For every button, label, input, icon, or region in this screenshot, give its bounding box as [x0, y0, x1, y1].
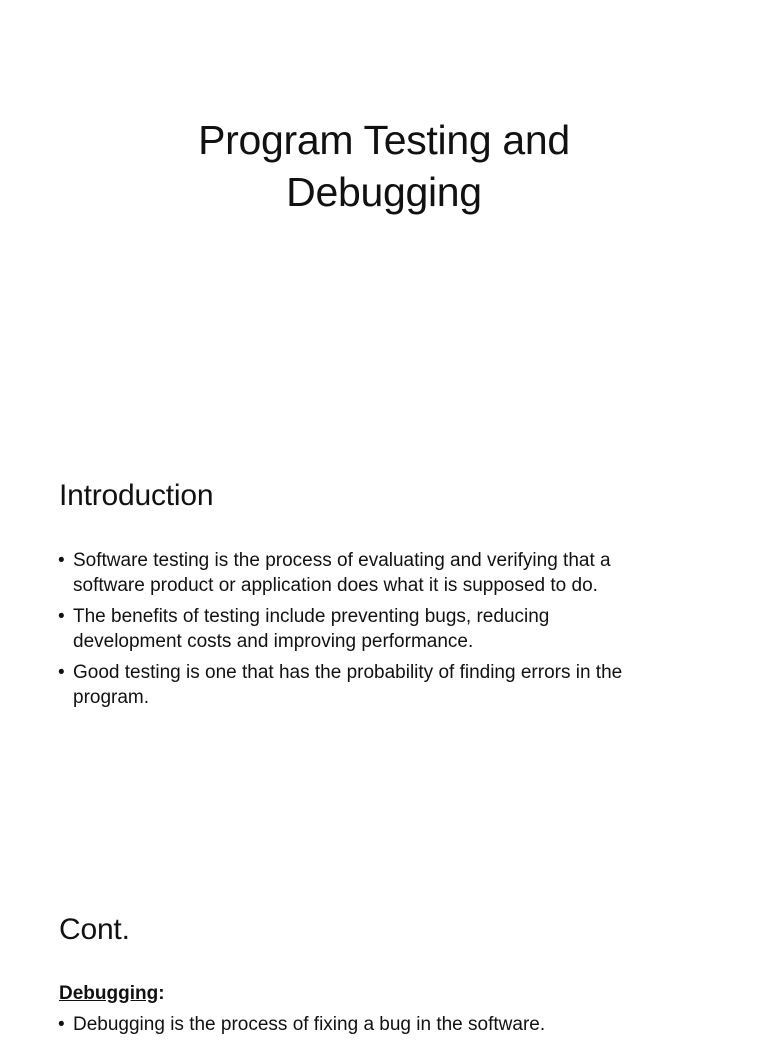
slide-heading: Cont.: [59, 913, 130, 946]
slide-heading: Introduction: [59, 479, 214, 512]
bullet-line: program.: [73, 687, 150, 708]
presentation-title: [0, 114, 768, 218]
title-line-1: Program Testing and: [198, 117, 570, 163]
bullet-item: [56, 604, 716, 654]
debugging-slide: [0, 864, 768, 1035]
bullet-line: development costs and improving performance.: [73, 631, 474, 652]
title-line-2: Debugging: [286, 169, 482, 215]
bullet-item: [56, 660, 716, 710]
bullet-line: Debugging is the process of fixing a bug in the software.: [73, 1014, 546, 1035]
bullet-line: The benefits of testing include preventing bugs, reducing: [73, 606, 550, 627]
bullet-icon: •: [58, 662, 65, 683]
bullet-icon: •: [58, 550, 65, 571]
bullet-item: [56, 548, 716, 598]
title-slide: [0, 0, 768, 432]
sub-heading-colon: :: [158, 983, 165, 1004]
bullet-line: Good testing is one that has the probability of finding errors in the: [73, 662, 623, 683]
bullet-line: Software testing is the process of evaluating and verifying that a: [73, 550, 611, 571]
sub-heading-text: Debugging: [59, 983, 159, 1004]
bullet-icon: •: [58, 606, 65, 627]
bullet-icon: •: [58, 1014, 65, 1035]
sub-heading: [59, 981, 165, 1006]
bullet-list: [56, 548, 716, 716]
bullet-item: [56, 1012, 716, 1037]
bullet-list: [56, 1012, 716, 1043]
introduction-slide: [0, 432, 768, 864]
bullet-line: software product or application does what it is supposed to do.: [73, 575, 598, 596]
